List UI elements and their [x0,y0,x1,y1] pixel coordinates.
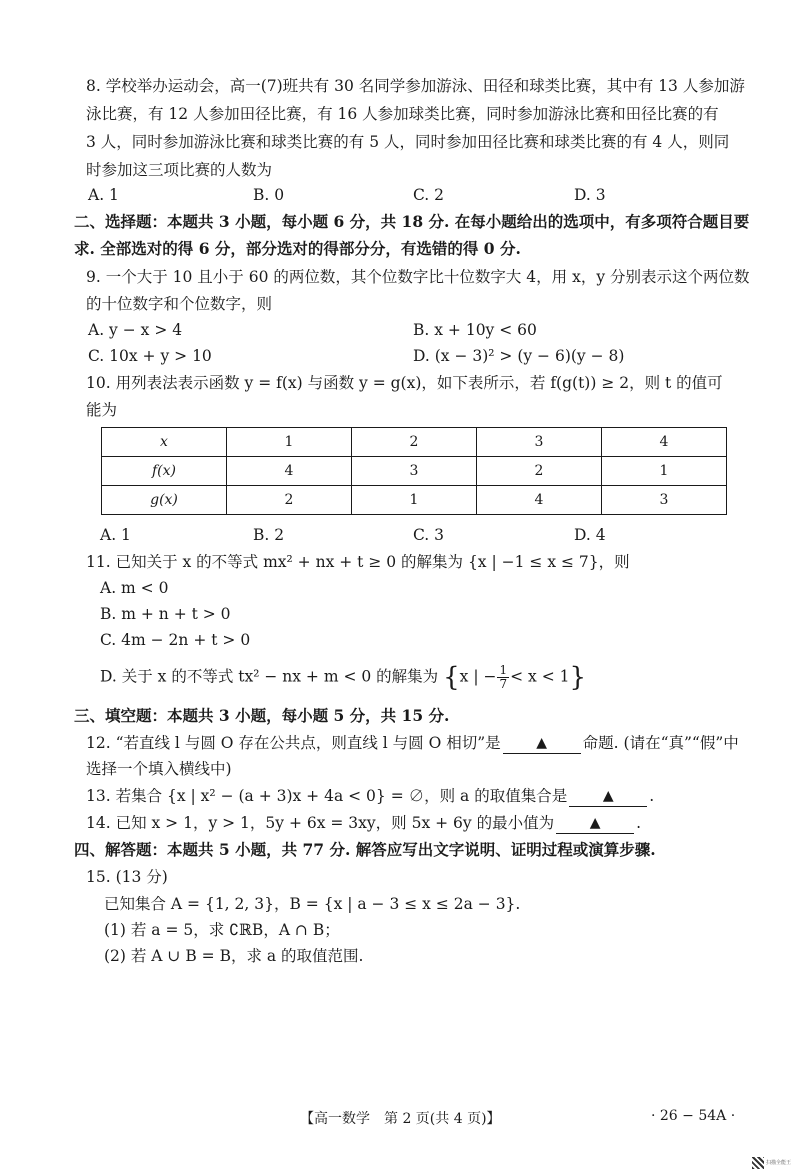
q10-option-d: D. 4 [574,526,606,544]
table-cell: 3 [352,457,477,486]
q14-answer-blank [556,815,634,834]
section-2-heading-2: 求. 全部选对的得 6 分，部分选对的得部分分，有选错的得 0 分. [74,239,521,258]
q11-option-d-text: D. 关于 x 的不等式 tx² − nx + m < 0 的解集为 [100,667,439,686]
table-row [102,486,727,515]
table-cell: 4 [602,428,727,457]
q15-given: 已知集合 A = {1, 2, 3}，B = {x | a − 3 ≤ x ≤ 2a − 3}. [104,895,521,913]
q8-line-4: 时参加这三项比赛的人数为 [86,161,273,179]
q10-option-c: C. 3 [413,526,445,544]
q11-option-c: C. 4m − 2n + t > 0 [100,631,251,649]
q10-line-1: 10. 用列表法表示函数 y = f(x) 与函数 y = g(x)，如下表所示，若 f(g(t)) ≥ 2，则 t 的值可 [86,374,723,392]
q10-function-table [101,427,727,515]
table-row [102,457,727,486]
footer-exam-code: · 26 − 54A · [651,1108,736,1124]
q11-option-a: A. m < 0 [100,579,169,597]
table-cell: 1 [352,486,477,515]
q8-option-b: B. 0 [253,186,285,204]
q11-option-d-set-pre: x | − [459,667,497,686]
table-cell: 3 [602,486,727,515]
table-cell: 4 [227,457,352,486]
table-cell: 4 [477,486,602,515]
section-2-heading-1: 二、选择题：本题共 3 小题，每小题 6 分，共 18 分. 在每小题给出的选项中，有多项符合题目要 [74,212,750,231]
q15-part-1: (1) 若 a = 5，求 ∁ℝB，A ∩ B； [104,921,340,939]
table-cell: 2 [227,486,352,515]
q15-heading: 15. (13 分) [86,868,168,886]
section-4-heading: 四、解答题：本题共 5 小题，共 77 分. 解答应写出文字说明、证明过程或演算步骤. [74,840,656,859]
q13-text-post: . [649,787,655,805]
q8-line-1: 8. 学校举办运动会，高一(7)班共有 30 名同学参加游泳、田径和球类比赛，其中有 13 人参加游 [86,77,745,95]
q12-line-2: 选择一个填入横线中) [86,760,232,778]
q11-option-d [100,664,586,691]
q13-text-pre: 13. 若集合 {x | x² − (a + 3)x + 4a < 0} = ∅，则 a 的取值集合是 [86,787,568,805]
section-3-heading: 三、填空题：本题共 3 小题，每小题 5 分，共 15 分. [74,706,450,725]
fraction [497,664,509,691]
triangle-marker-icon: ▲ [602,788,614,804]
table-cell: 3 [477,428,602,457]
q9-option-a: A. y − x > 4 [88,321,183,339]
q12-text-pre: 12. “若直线 l 与圆 O 存在公共点，则直线 l 与圆 O 相切”是 [86,734,501,752]
q14-text-post: . [636,814,642,832]
fraction-denominator: 7 [499,677,508,691]
q10-line-2: 能为 [86,401,118,419]
table-cell: 2 [477,457,602,486]
q13-answer-blank [569,788,647,807]
q11-stem: 11. 已知关于 x 的不等式 mx² + nx + t ≥ 0 的解集为 {x | −1 ≤ x ≤ 7}，则 [86,553,630,571]
q8-option-c: C. 2 [413,186,445,204]
table-cell: f(x) [102,457,227,486]
q9-line-2: 的十位数字和个位数字，则 [86,295,273,313]
table-cell: 1 [227,428,352,457]
table-cell: g(x) [102,486,227,515]
triangle-marker-icon: ▲ [589,815,601,831]
table-cell: x [102,428,227,457]
q15-part-2: (2) 若 A ∪ B = B，求 a 的取值范围. [104,947,364,965]
table-row [102,428,727,457]
q14-line [86,813,641,833]
q11-option-b: B. m + n + t > 0 [100,605,231,623]
q9-option-c: C. 10x + y > 10 [88,347,212,365]
q9-option-d: D. (x − 3)² > (y − 6)(y − 8) [413,347,625,365]
triangle-marker-icon: ▲ [536,735,548,751]
right-brace-icon: } [569,662,587,693]
table-cell: 1 [602,457,727,486]
q12-answer-blank [503,735,581,754]
scanner-watermark: 扫描全能王 [766,1160,792,1166]
q14-text-pre: 14. 已知 x > 1，y > 1，5y + 6x = 3xy，则 5x + 6y 的最小值为 [86,814,555,832]
footer-page-info: 【高一数学 第 2 页(共 4 页)】 [300,1111,501,1127]
q13-line [86,786,654,806]
qr-code-icon [752,1157,764,1169]
q12-text-post: 命题. (请在“真”“假”中 [582,734,739,752]
left-brace-icon: { [443,662,460,693]
q12-line-1 [86,733,739,753]
fraction-numerator: 1 [499,663,508,677]
q8-option-a: A. 1 [88,186,119,204]
q9-option-b: B. x + 10y < 60 [413,321,537,339]
q10-option-b: B. 2 [253,526,285,544]
q11-option-d-set-post: < x < 1 [510,667,570,686]
q10-option-a: A. 1 [100,526,131,544]
q8-line-3: 3 人，同时参加游泳比赛和球类比赛的有 5 人，同时参加田径比赛和球类比赛的有 4 人，则同 [86,133,730,151]
q8-line-2: 泳比赛，有 12 人参加田径比赛，有 16 人参加球类比赛，同时参加游泳比赛和田径比赛的有 [86,105,719,123]
table-cell: 2 [352,428,477,457]
q9-line-1: 9. 一个大于 10 且小于 60 的两位数，其个位数字比十位数字大 4，用 x，y 分别表示这个两位数 [86,268,750,286]
q8-option-d: D. 3 [574,186,606,204]
